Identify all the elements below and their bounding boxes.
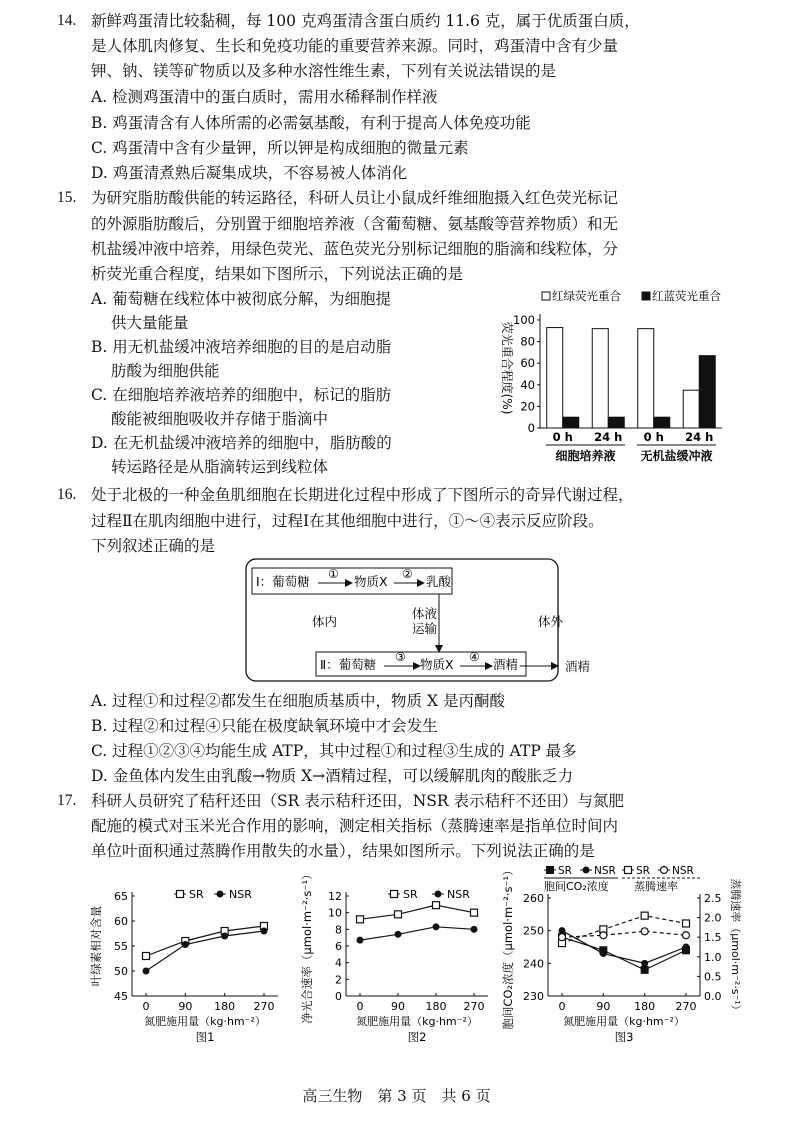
q15-option-d: D. 在无机盐缓冲液培养的细胞中，脂肪酸的 — [91, 434, 392, 452]
y-axis-label: 胞间CO₂浓度（μmol·m⁻²·s⁻¹） — [501, 864, 515, 1030]
bar-0-3 — [683, 390, 699, 428]
legend-marker-0 — [547, 867, 554, 874]
q16-number: 16. — [57, 486, 77, 503]
legend-label-1: NSR — [594, 865, 616, 877]
bar-0-1 — [592, 329, 608, 428]
y-tick-label: 60 — [114, 915, 128, 928]
bar-x-tick-label: 0 h — [643, 430, 664, 444]
y-tick-label: 50 — [114, 965, 128, 978]
y-tick-label: 0 — [335, 990, 342, 1003]
q16-stem-line3: 下列叙述正确的是 — [91, 537, 216, 555]
series-2-point — [641, 912, 648, 919]
q14-option-b: B. 鸡蛋清含有人体所需的必需氨基酸，有利于提高人体免疫功能 — [91, 114, 531, 132]
q14-stem-line3: 钾、钠、镁等矿物质以及多种水溶性维生素，下列有关说法错误的是 — [91, 62, 557, 80]
transport-label-1: 体液 — [412, 606, 438, 621]
series-line-0 — [360, 905, 474, 919]
series-3-point — [600, 932, 607, 939]
series-0-point — [357, 916, 364, 923]
bar-0-0 — [547, 328, 563, 428]
series-1-point — [261, 928, 268, 935]
metabolism-diagram — [240, 556, 580, 686]
y-axis-label: 净光合速率（μmol·m⁻²·s⁻¹） — [300, 868, 314, 1024]
q16-stem-line2: 过程Ⅱ在肌肉细胞中进行，过程Ⅰ在其他细胞中进行，①～④表示反应阶段。 — [91, 512, 604, 530]
legend-label-2: SR — [636, 865, 650, 877]
x-tick-label: 180 — [425, 1000, 447, 1013]
series-1-point — [433, 923, 440, 930]
x-tick-label: 270 — [675, 1000, 697, 1013]
legend-label-0: SR — [403, 888, 418, 901]
step-1-label: ① — [328, 567, 339, 581]
co2-transpiration-line-chart — [500, 862, 750, 1057]
q15-stem-line2: 的外源脂肪酸后，分别置于细胞培养液（含葡萄糖、氨基酸等营养物质）和无 — [91, 215, 619, 233]
q15-number: 15. — [57, 189, 77, 206]
legend-marker-2 — [625, 867, 632, 874]
legend-marker-1 — [217, 891, 224, 898]
process-1-glucose: Ⅰ：葡萄糖 — [256, 574, 310, 589]
step-2-label: ② — [402, 567, 413, 581]
q15-stem-line4: 析荧光重合程度，结果如下图所示，下列说法正确的是 — [91, 265, 464, 283]
series-1-point — [357, 937, 364, 944]
fluorescence-bar-chart — [490, 288, 735, 466]
x-tick-label: 90 — [596, 1000, 611, 1013]
bar-group-label: 无机盐缓冲液 — [640, 449, 713, 463]
legend-marker-0 — [177, 891, 184, 898]
bar-1-0 — [563, 417, 579, 428]
bar-x-tick-label: 0 h — [552, 430, 573, 444]
transport-label-2: 运输 — [412, 621, 438, 636]
bar-1-1 — [608, 417, 624, 428]
x-tick-label: 270 — [463, 1000, 485, 1013]
y-tick-label-right: 0.5 — [704, 970, 722, 984]
bar-y-tick-label: 20 — [520, 399, 535, 414]
chlorophyll-line-chart — [88, 862, 288, 1057]
bar-0-2 — [638, 329, 654, 428]
series-line-0 — [562, 937, 686, 970]
q16-option-a: A. 过程①和过程②都发生在细胞质基质中，物质 X 是丙酮酸 — [91, 692, 505, 710]
x-axis-label: 氮肥施用量（kg·hm⁻²） — [563, 1015, 685, 1028]
bar-1-2 — [654, 417, 670, 428]
series-1-point — [182, 941, 189, 948]
process-2-alcohol: 酒精 — [493, 657, 519, 672]
figure-caption: 图2 — [407, 1030, 427, 1044]
figure-caption: 图1 — [195, 1030, 215, 1044]
legend-label-3: NSR — [672, 865, 694, 877]
process-1-lactic-acid: 乳酸 — [426, 574, 452, 589]
series-1-point — [683, 944, 690, 951]
y-tick-label: 55 — [114, 940, 128, 953]
series-line-0 — [146, 926, 264, 956]
series-3-point — [641, 928, 648, 935]
q15-option-b: B. 用无机盐缓冲液培养细胞的目的是启动脂 — [91, 338, 392, 356]
bar-1-3 — [699, 356, 715, 428]
bar-chart-ylabel: 荧光重合程度(%) — [500, 321, 514, 415]
x-tick-label: 270 — [253, 1000, 275, 1013]
q14-number: 14. — [57, 12, 77, 29]
series-1-point — [395, 931, 402, 938]
process-2-glucose: Ⅱ：葡萄糖 — [320, 657, 377, 672]
q16-option-c: C. 过程①②③④均能生成 ATP，其中过程①和过程③生成的 ATP 最多 — [91, 742, 577, 760]
bar-y-tick-label: 80 — [520, 334, 535, 349]
bar-y-tick-label: 100 — [513, 313, 535, 327]
step-3-label: ③ — [395, 650, 406, 664]
process-2-substance-x: 物质X — [420, 657, 454, 672]
x-tick-label: 90 — [178, 1000, 193, 1013]
y-tick-label-right: 0.0 — [704, 990, 722, 1003]
bar-y-tick-label: 60 — [520, 356, 535, 371]
page-footer: 高三生物 第 3 页 共 6 页 — [302, 1087, 491, 1105]
q14-stem-line1: 新鲜鸡蛋清比较黏稠，每 100 克鸡蛋清含蛋白质约 11.6 克，属于优质蛋白质， — [91, 12, 640, 30]
q15-option-c-cont: 酸能被细胞吸收并存储于脂滴中 — [111, 410, 329, 428]
series-line-1 — [146, 931, 264, 971]
series-line-1 — [360, 927, 474, 940]
y-tick-label: 45 — [114, 990, 128, 1003]
bar-group-label: 细胞培养液 — [555, 449, 616, 463]
x-tick-label: 0 — [558, 1000, 566, 1013]
series-0-point — [395, 911, 402, 918]
y-tick-label: 250 — [523, 924, 544, 938]
legend-label-1: 红蓝荧光重合 — [652, 289, 721, 303]
series-0-point — [471, 909, 478, 916]
q16-option-b: B. 过程②和过程④只能在极度缺氧环境中才会发生 — [91, 717, 438, 735]
q14-option-c: C. 鸡蛋清中含有少量钾，所以钾是构成细胞的微量元素 — [91, 139, 469, 157]
x-axis-label: 氮肥施用量（kg·hm⁻²） — [356, 1015, 478, 1028]
figure-caption: 图3 — [614, 1030, 634, 1044]
x-tick-label: 180 — [214, 1000, 236, 1013]
series-1-point — [221, 933, 228, 940]
legend-swatch-0 — [542, 292, 550, 300]
legend-marker-0 — [391, 891, 398, 898]
y-tick-label: 230 — [523, 990, 544, 1003]
series-1-point — [143, 968, 150, 975]
y-tick-label: 8 — [335, 923, 342, 937]
series-1-point — [600, 950, 607, 957]
legend-label-1: NSR — [229, 888, 252, 901]
x-tick-label: 0 — [142, 1000, 150, 1013]
q14-option-a: A. 检测鸡蛋清中的蛋白质时，需用水稀释制作样液 — [91, 88, 438, 106]
photosynthesis-line-chart — [298, 862, 498, 1057]
process-1-substance-x: 物质X — [354, 574, 388, 589]
body-outside-label: 体外 — [538, 614, 564, 629]
q15-option-a: A. 葡萄糖在线粒体中被彻底分解，为细胞提 — [91, 290, 392, 308]
q15-option-c: C. 在细胞培养液培养的细胞中，标记的脂肪 — [91, 386, 392, 404]
q15-stem-line3: 机盐缓冲液中培养，用绿色荧光、蓝色荧光分别标记细胞的脂滴和线粒体，分 — [91, 240, 619, 258]
series-line-2 — [562, 916, 686, 943]
legend-group-co2: 胞间CO₂浓度 — [544, 880, 609, 893]
series-0-point — [143, 953, 150, 960]
body-inside-label: 体内 — [312, 614, 338, 629]
legend-swatch-1 — [642, 292, 650, 300]
legend-label-0: SR — [558, 865, 572, 877]
legend-marker-1 — [583, 867, 590, 874]
q15-option-b-cont: 肪酸为细胞供能 — [111, 362, 220, 380]
bar-y-tick-label: 0 — [527, 421, 535, 435]
y-tick-label-right: 1.0 — [704, 950, 722, 964]
legend-label-1: NSR — [447, 888, 470, 901]
y-tick-label: 240 — [523, 957, 544, 971]
q15-option-d-cont: 转运路径是从脂滴转运到线粒体 — [111, 458, 329, 476]
bar-x-tick-label: 24 h — [594, 430, 623, 444]
y-tick-label: 260 — [523, 892, 544, 905]
q16-stem-line1: 处于北极的一种金鱼肌细胞在长期进化过程中形成了下图所示的奇异代谢过程， — [91, 486, 634, 504]
series-3-point — [559, 934, 566, 941]
q15-stem-line1: 为研究脂肪酸供能的转运路径，科研人员让小鼠成纤维细胞摄入红色荧光标记 — [91, 189, 619, 207]
x-tick-label: 90 — [391, 1000, 405, 1013]
y-tick-label-right: 2.0 — [704, 911, 722, 925]
excreted-alcohol-label: 酒精 — [565, 659, 591, 674]
series-2-point — [683, 920, 690, 927]
x-tick-label: 0 — [356, 1000, 364, 1013]
y-axis-label: 叶绿素相对含量 — [89, 905, 103, 987]
q17-stem-line3: 单位叶面积通过蒸腾作用散失的水量），结果如图所示。下列说法正确的是 — [91, 842, 595, 860]
legend-label-0: 红绿荧光重合 — [552, 289, 621, 303]
legend-marker-3 — [661, 867, 668, 874]
y-tick-label: 4 — [335, 956, 342, 970]
q14-stem-line2: 是人体肌肉修复、生长和免疫功能的重要营养来源。同时，鸡蛋清中含有少量 — [91, 37, 619, 55]
q14-option-d: D. 鸡蛋清煮熟后凝集成块，不容易被人体消化 — [91, 164, 408, 182]
y-axis-label-right: 蒸腾速率（μmol·m⁻²·s⁻¹） — [729, 878, 742, 1016]
legend-marker-1 — [435, 891, 442, 898]
step-4-label: ④ — [469, 650, 480, 664]
y-tick-label: 2 — [335, 973, 342, 987]
series-0-point — [641, 966, 648, 973]
y-tick-label-right: 1.5 — [704, 931, 722, 945]
bar-y-tick-label: 40 — [520, 377, 535, 392]
series-1-point — [471, 926, 478, 933]
series-line-3 — [562, 931, 686, 937]
bar-x-tick-label: 24 h — [685, 430, 714, 444]
q17-stem-line2: 配施的模式对玉米光合作用的影响，测定相关指标（蒸腾速率是指单位时间内 — [91, 817, 619, 835]
series-3-point — [683, 932, 690, 939]
legend-group-transpiration: 蒸腾速率 — [634, 880, 678, 893]
x-axis-label: 氮肥施用量（kg·hm⁻²） — [144, 1015, 266, 1028]
y-tick-label: 12 — [328, 890, 342, 903]
q16-option-d: D. 金鱼体内发生由乳酸→物质 X→酒精过程，可以缓解肌肉的酸胀乏力 — [91, 767, 574, 785]
series-0-point — [433, 902, 440, 909]
y-tick-label: 6 — [335, 940, 342, 953]
y-tick-label: 65 — [114, 890, 128, 903]
legend-label-0: SR — [189, 888, 204, 901]
y-tick-label: 10 — [328, 906, 342, 920]
x-tick-label: 180 — [634, 1000, 656, 1013]
q17-number: 17. — [57, 792, 77, 809]
series-1-point — [641, 960, 648, 967]
q15-option-a-cont: 供大量能量 — [111, 314, 189, 332]
q17-stem-line1: 科研人员研究了秸秆还田（SR 表示秸秆还田，NSR 表示秸秆不还田）与氮肥 — [91, 792, 624, 810]
y-tick-label-right: 2.5 — [704, 892, 722, 905]
